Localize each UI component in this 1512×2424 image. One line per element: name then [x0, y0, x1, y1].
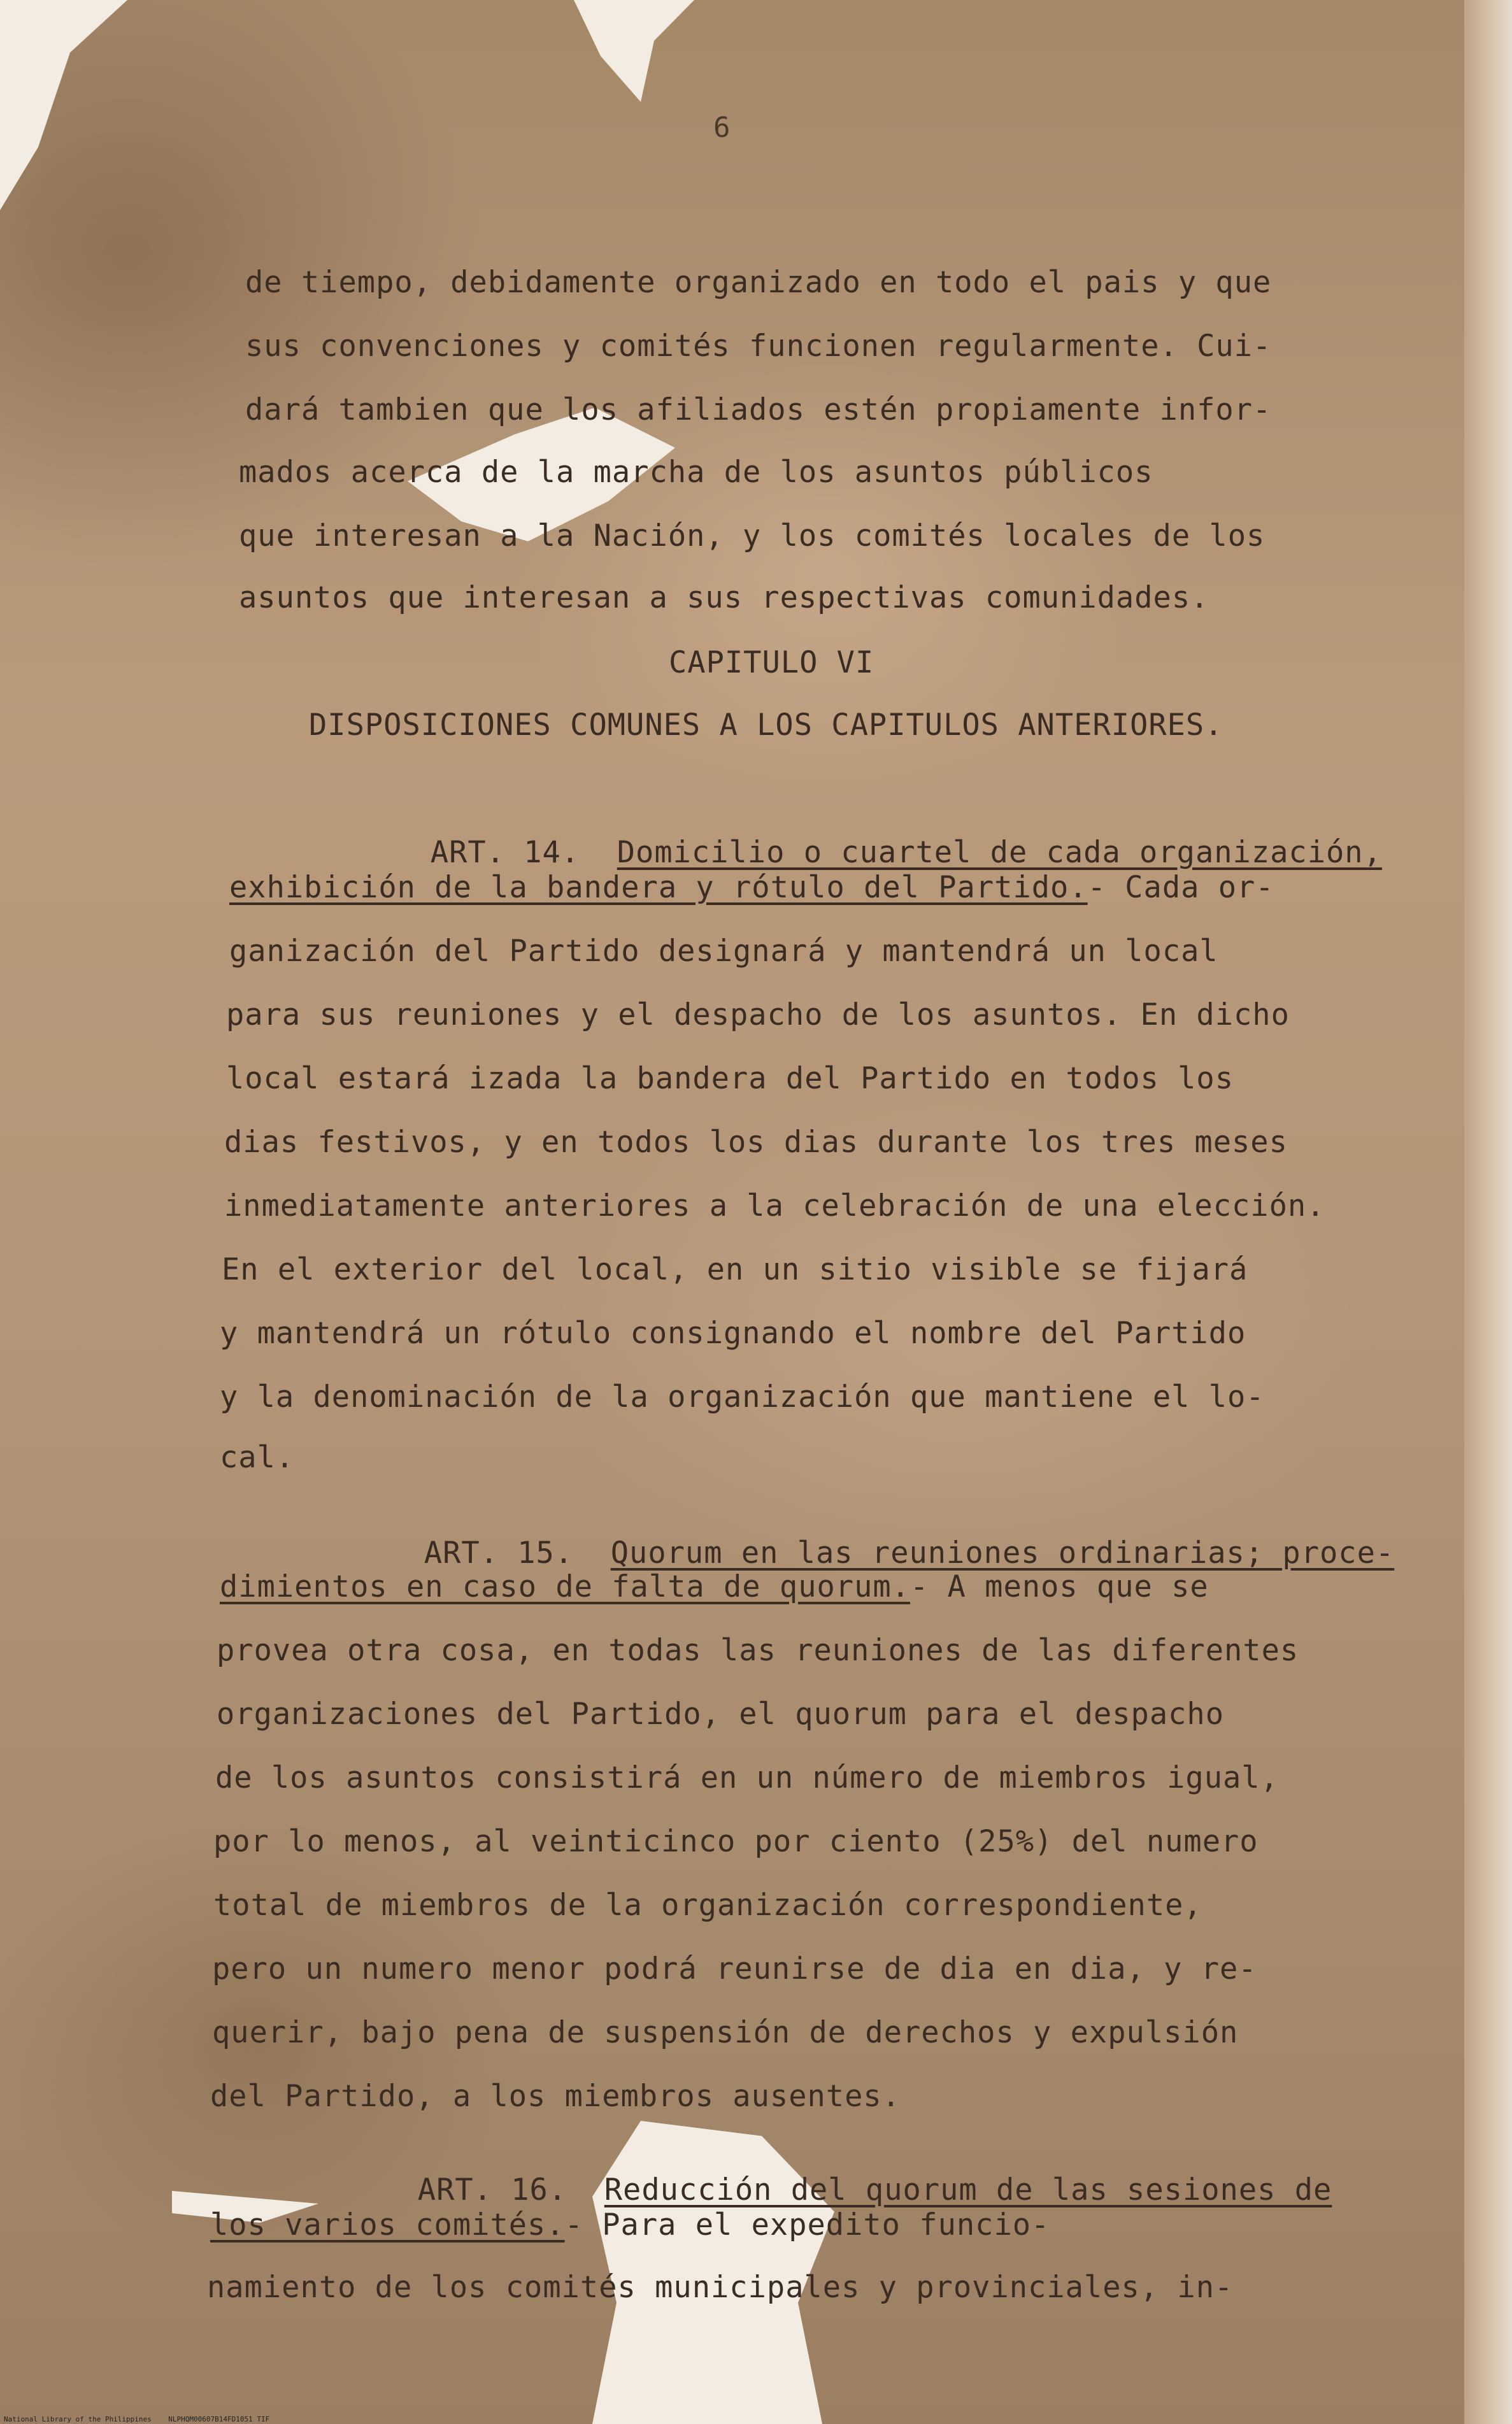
body-line: ganización del Partido designará y mantendrá un local — [229, 934, 1218, 969]
article-heading: exhibición de la bandera y rótulo del Partido. — [229, 870, 1088, 905]
body-line: querir, bajo pena de suspensión de derechos y expulsión — [212, 2015, 1239, 2050]
article-lead: - Para el expedito funcio- — [564, 2207, 1050, 2242]
article-heading-line — [210, 2207, 1050, 2242]
chapter-number: CAPITULO VI — [669, 645, 874, 680]
article-label: ART. 16. — [417, 2172, 567, 2207]
body-line: inmediatamente anteriores a la celebración de una elección. — [224, 1188, 1325, 1223]
article-heading-line — [229, 870, 1274, 905]
article-heading-line — [220, 1569, 1209, 1604]
body-line: pero un numero menor podrá reunirse de dia en dia, y re- — [212, 1951, 1257, 1986]
article-heading: Domicilio o cuartel de cada organización, — [617, 835, 1382, 870]
body-line: organizaciones del Partido, el quorum para el despacho — [217, 1697, 1225, 1732]
body-line: dias festivos, y en todos los dias durante los tres meses — [224, 1125, 1288, 1160]
article-heading: los varios comités. — [210, 2207, 565, 2242]
body-line: cal. — [220, 1440, 295, 1475]
article-label: ART. 15. — [424, 1536, 574, 1571]
body-line: del Partido, a los miembros ausentes. — [210, 2079, 901, 2114]
chapter-title: DISPOSICIONES COMUNES A LOS CAPITULOS ANTERIORES. — [309, 708, 1223, 743]
body-line: sus convenciones y comités funcionen regularmente. Cui- — [245, 329, 1272, 364]
body-line: y mantendrá un rótulo consignando el nombre del Partido — [220, 1316, 1246, 1351]
article-heading: Reducción del quorum de las sesiones de — [604, 2172, 1332, 2207]
body-line: para sus reuniones y el despacho de los asuntos. En dicho — [226, 997, 1290, 1032]
archive-footer: National Library of the Philippines NLPHQM00607B14FD1051 TIF — [4, 2415, 270, 2423]
body-line: asuntos que interesan a sus respectivas comunidades. — [239, 580, 1209, 615]
article-lead: - Cada or- — [1087, 870, 1274, 905]
article-label: ART. 14. — [430, 835, 580, 870]
article-heading: dimientos en caso de falta de quorum. — [220, 1569, 910, 1604]
page-number: 6 — [713, 111, 731, 144]
article-heading: Quorum en las reuniones ordinarias; proce- — [610, 1536, 1395, 1571]
body-line: total de miembros de la organización correspondiente, — [213, 1888, 1202, 1923]
body-line: mados acerca de la marcha de los asuntos públicos — [239, 455, 1153, 490]
body-line: local estará izada la bandera del Partido en todos los — [226, 1061, 1234, 1096]
body-line: de tiempo, debidamente organizado en todo el pais y que — [245, 265, 1272, 300]
body-line: provea otra cosa, en todas las reuniones de las diferentes — [217, 1633, 1299, 1668]
article-lead: - A menos que se — [909, 1569, 1209, 1604]
body-line: que interesan a la Nación, y los comités locales de los — [239, 518, 1266, 553]
body-line: de los asuntos consistirá en un número de miembros igual, — [215, 1760, 1279, 1795]
body-line: En el exterior del local, en un sitio visible se fijará — [222, 1252, 1248, 1287]
body-line: namiento de los comités municipales y provinciales, in- — [207, 2270, 1234, 2305]
body-line: dará tambien que los afiliados estén propiamente infor- — [245, 392, 1272, 427]
body-line: por lo menos, al veinticinco por ciento (25%) del numero — [213, 1824, 1259, 1859]
body-line: y la denominación de la organización que mantiene el lo- — [220, 1380, 1265, 1415]
